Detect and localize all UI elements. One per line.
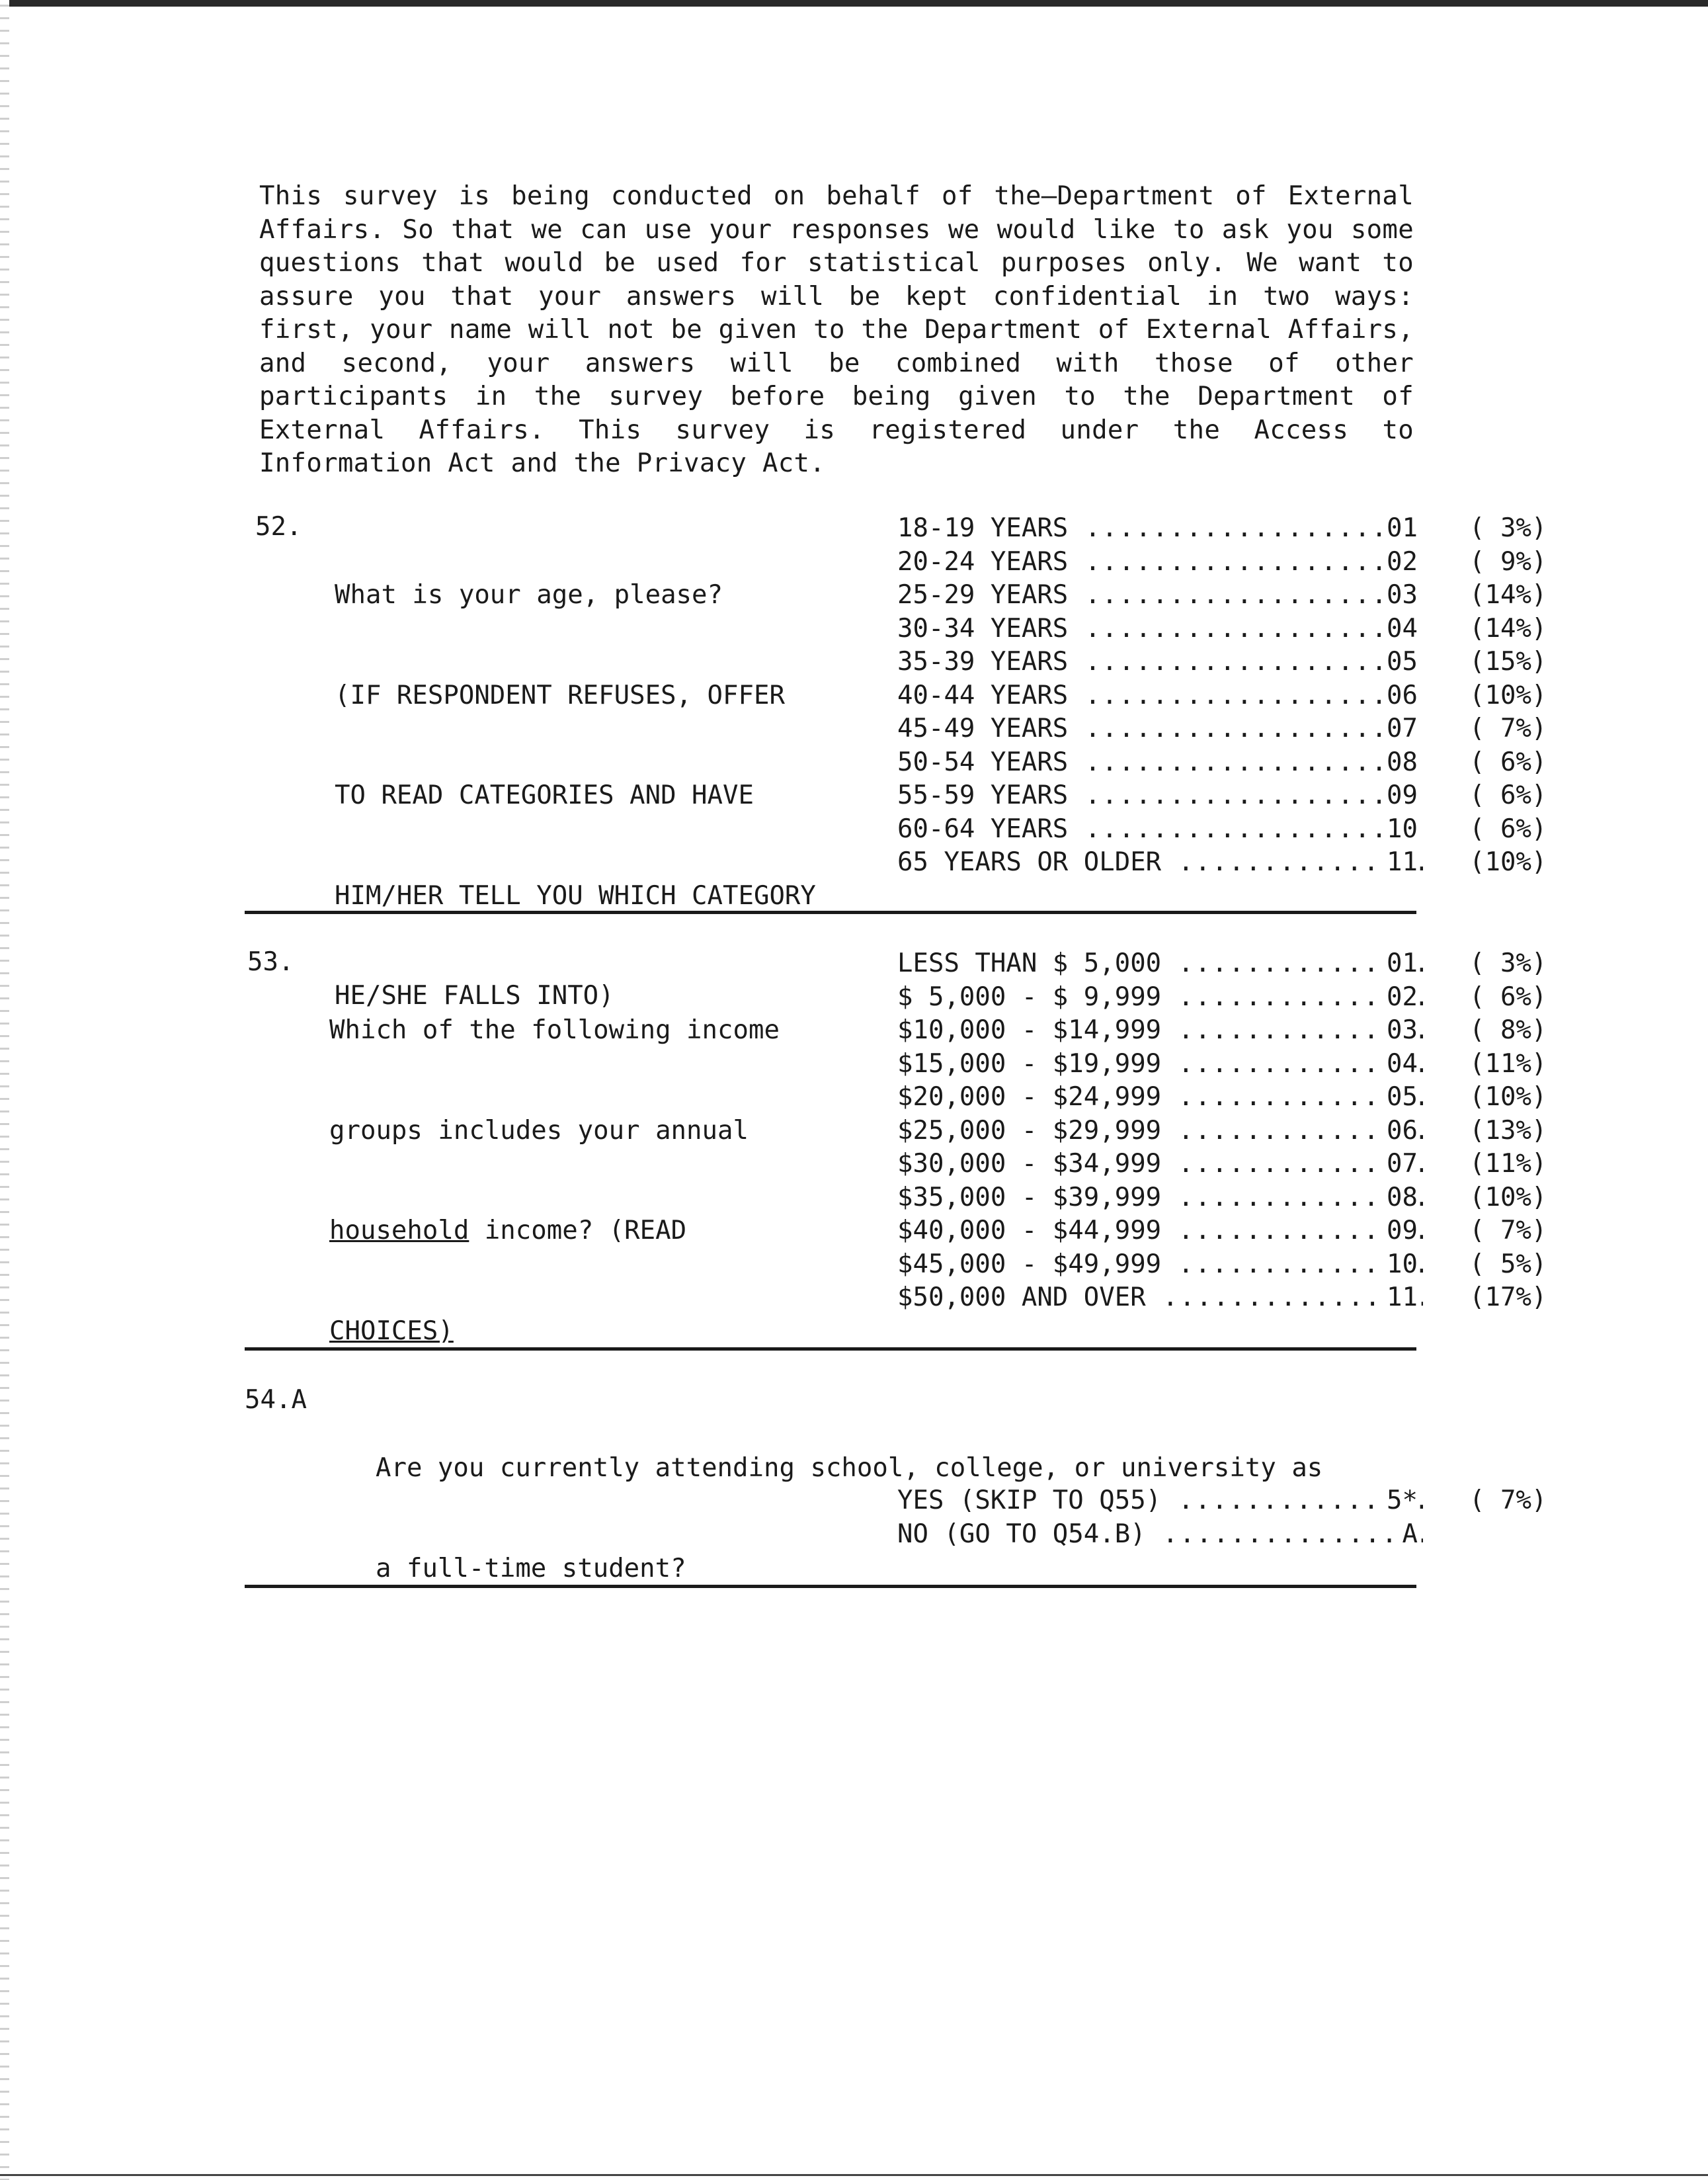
section-divider [245,911,1416,914]
income-option: $40,000 - $44,999 ..... 09 ( 7%) [897,1214,1559,1248]
question-52-line: TO READ CATEGORIES AND HAVE [335,780,754,810]
section-divider [245,1347,1416,1351]
question-52-line: HE/SHE FALLS INTO) [335,981,614,1011]
income-option: $ 5,000 - $ 9,999 ..... 02 ( 6%) [897,981,1559,1015]
question-52-line: (IF RESPONDENT REFUSES, OFFER [335,680,785,710]
bottom-edge-line [0,2174,1708,2176]
student-option-no: NO (GO TO Q54.B) ..... A [897,1518,1559,1552]
income-option: $20,000 - $24,999 ..... 05 (10%) [897,1081,1559,1114]
age-option: 18-19 YEARS ..... 01 ( 3%) [897,512,1559,546]
income-option: LESS THAN $ 5,000 ..... 01 ( 3%) [897,947,1559,981]
income-option: $30,000 - $34,999 ..... 07 (11%) [897,1148,1559,1181]
question-54a-line: Are you currently attending school, college, or university as [376,1453,1323,1483]
age-option: 65 YEARS OR OLDER ..... 11 (10%) [897,846,1559,880]
age-option: 30-34 YEARS ..... 04 (14%) [897,612,1559,646]
age-option: 45-49 YEARS ..... 07 ( 7%) [897,712,1559,746]
question-53-line: Which of the following income [329,1015,780,1045]
question-54a-options [897,1484,1559,1551]
intro-paragraph: This survey is being conducted on behalf of the—Department of External Affairs. So that we can use your responses we would like to ask you some questions that would be used for statistical purposes only. We want to assure you that your answers will be kept confidential in two ways: first, your name will not be given to the Department of External Affairs, and second, your answers will be combined with those of other participants in the survey before being given to the Department of External Affairs. This survey is registered under the Access to Information Act and the Privacy Act. [259,181,1414,478]
question-52-options [897,512,1559,880]
question-53-line: household income? (READ [329,1216,687,1245]
scan-left-edge [0,0,9,2180]
age-option: 35-39 YEARS ..... 05 (15%) [897,646,1559,679]
household-underlined: household [329,1216,469,1245]
income-option: $10,000 - $14,999 ..... 03 ( 8%) [897,1014,1559,1048]
question-53-line: CHOICES) [329,1316,454,1346]
age-option: 40-44 YEARS ..... 06 (10%) [897,679,1559,713]
question-52-line: What is your age, please? [335,580,723,610]
question-54a-line: a full-time student? [376,1553,686,1583]
age-option: 60-64 YEARS ..... 10 ( 6%) [897,813,1559,847]
student-option-yes: YES (SKIP TO Q55) ..... 5* ( 7%) [897,1484,1559,1518]
income-option: $25,000 - $29,999 ..... 06 (13%) [897,1114,1559,1148]
income-option: $35,000 - $39,999 ..... 08 (10%) [897,1181,1559,1215]
age-option: 25-29 YEARS ..... 03 (14%) [897,579,1559,612]
question-53-line: groups includes your annual [329,1115,749,1146]
question-53-number: 53. [247,947,294,977]
income-option: $15,000 - $19,999 ..... 04 (11%) [897,1048,1559,1081]
question-52-number: 52. [255,512,302,542]
question-53-options [897,947,1559,1315]
age-option: 50-54 YEARS ..... 08 ( 6%) [897,746,1559,780]
section-divider [245,1585,1416,1588]
income-option: $50,000 AND OVER ..... 11 (17%) [897,1281,1559,1315]
age-option: 20-24 YEARS ..... 02 ( 9%) [897,546,1559,579]
question-53-text [329,947,780,1382]
question-52-line: HIM/HER TELL YOU WHICH CATEGORY [335,880,816,911]
top-edge-line [0,0,1708,7]
age-option: 55-59 YEARS ..... 09 ( 6%) [897,779,1559,813]
question-54a-number: 54.A [245,1385,307,1415]
income-option: $45,000 - $49,999 ..... 10 ( 5%) [897,1248,1559,1282]
